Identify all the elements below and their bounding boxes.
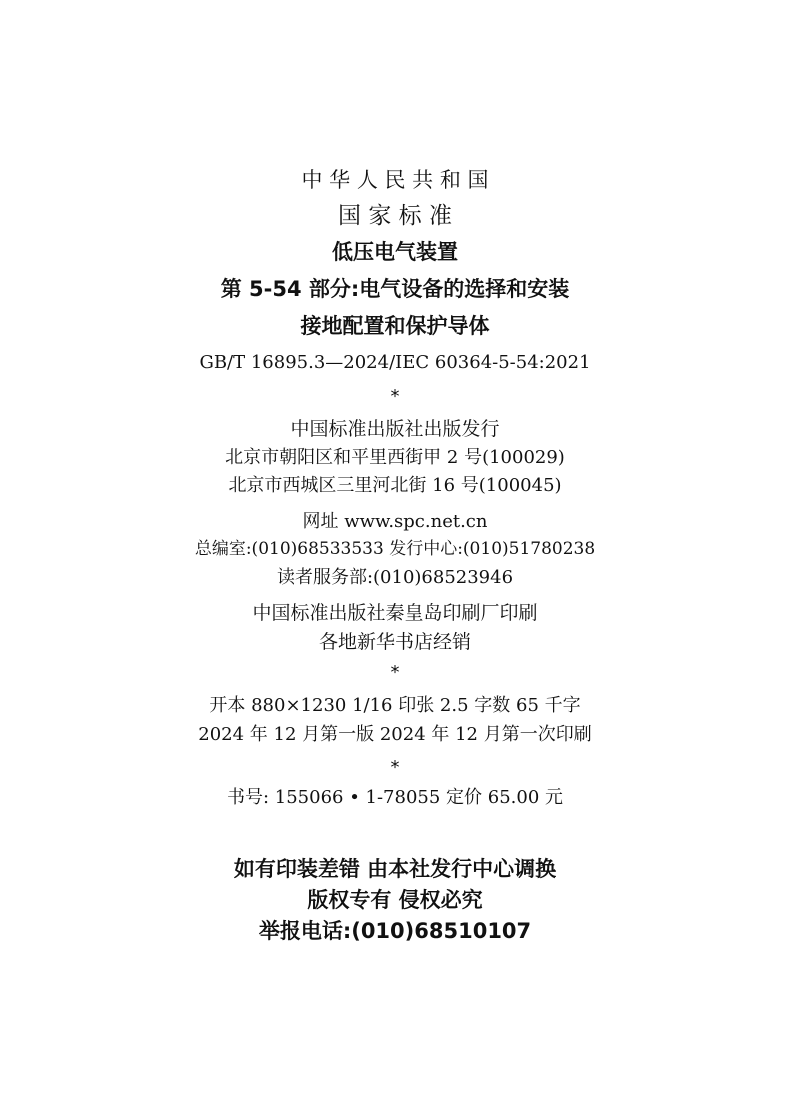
separator-star: * <box>390 757 400 778</box>
edition-info: 2024 年 12 月第一版 2024 年 12 月第一次印刷 <box>198 724 592 745</box>
distributor: 各地新华书店经销 <box>318 631 471 653</box>
phone-numbers: 总编室:(010)68533533 发行中心:(010)51780238 <box>194 539 596 559</box>
format-specs: 开本 880×1230 1/16 印张 2.5 字数 65 千字 <box>209 695 581 716</box>
report-phone: 举报电话:(010)68510107 <box>258 919 532 943</box>
misprint-notice: 如有印装差错 由本社发行中心调换 <box>233 857 557 881</box>
printer: 中国标准出版社秦皇岛印刷厂印刷 <box>252 602 538 624</box>
copyright-notice: 版权专有 侵权必究 <box>307 888 483 912</box>
separator-star: * <box>390 386 400 407</box>
standard-code: GB/T 16895.3—2024/IEC 60364-5-54:2021 <box>199 352 591 373</box>
title-line-1: 低压电气装置 <box>332 240 458 264</box>
reader-service-phone: 读者服务部:(010)68523946 <box>276 567 514 588</box>
book-number-and-price: 书号: 155066 • 1-78055 定价 65.00 元 <box>226 787 564 808</box>
publisher-address-1: 北京市朝阳区和平里西街甲 2 号(100029) <box>225 447 565 468</box>
publisher-address-2: 北京市西城区三里河北街 16 号(100045) <box>228 475 562 496</box>
country-name: 中 华 人 民 共 和 国 <box>301 168 489 192</box>
standard-type: 国 家 标 准 <box>338 203 452 229</box>
title-line-2: 第 5-54 部分:电气设备的选择和安装 <box>220 277 570 301</box>
website: 网址 www.spc.net.cn <box>302 511 488 532</box>
separator-star: * <box>390 662 400 683</box>
publisher-name: 中国标准出版社出版发行 <box>290 418 500 440</box>
title-line-3: 接地配置和保护导体 <box>300 314 490 338</box>
